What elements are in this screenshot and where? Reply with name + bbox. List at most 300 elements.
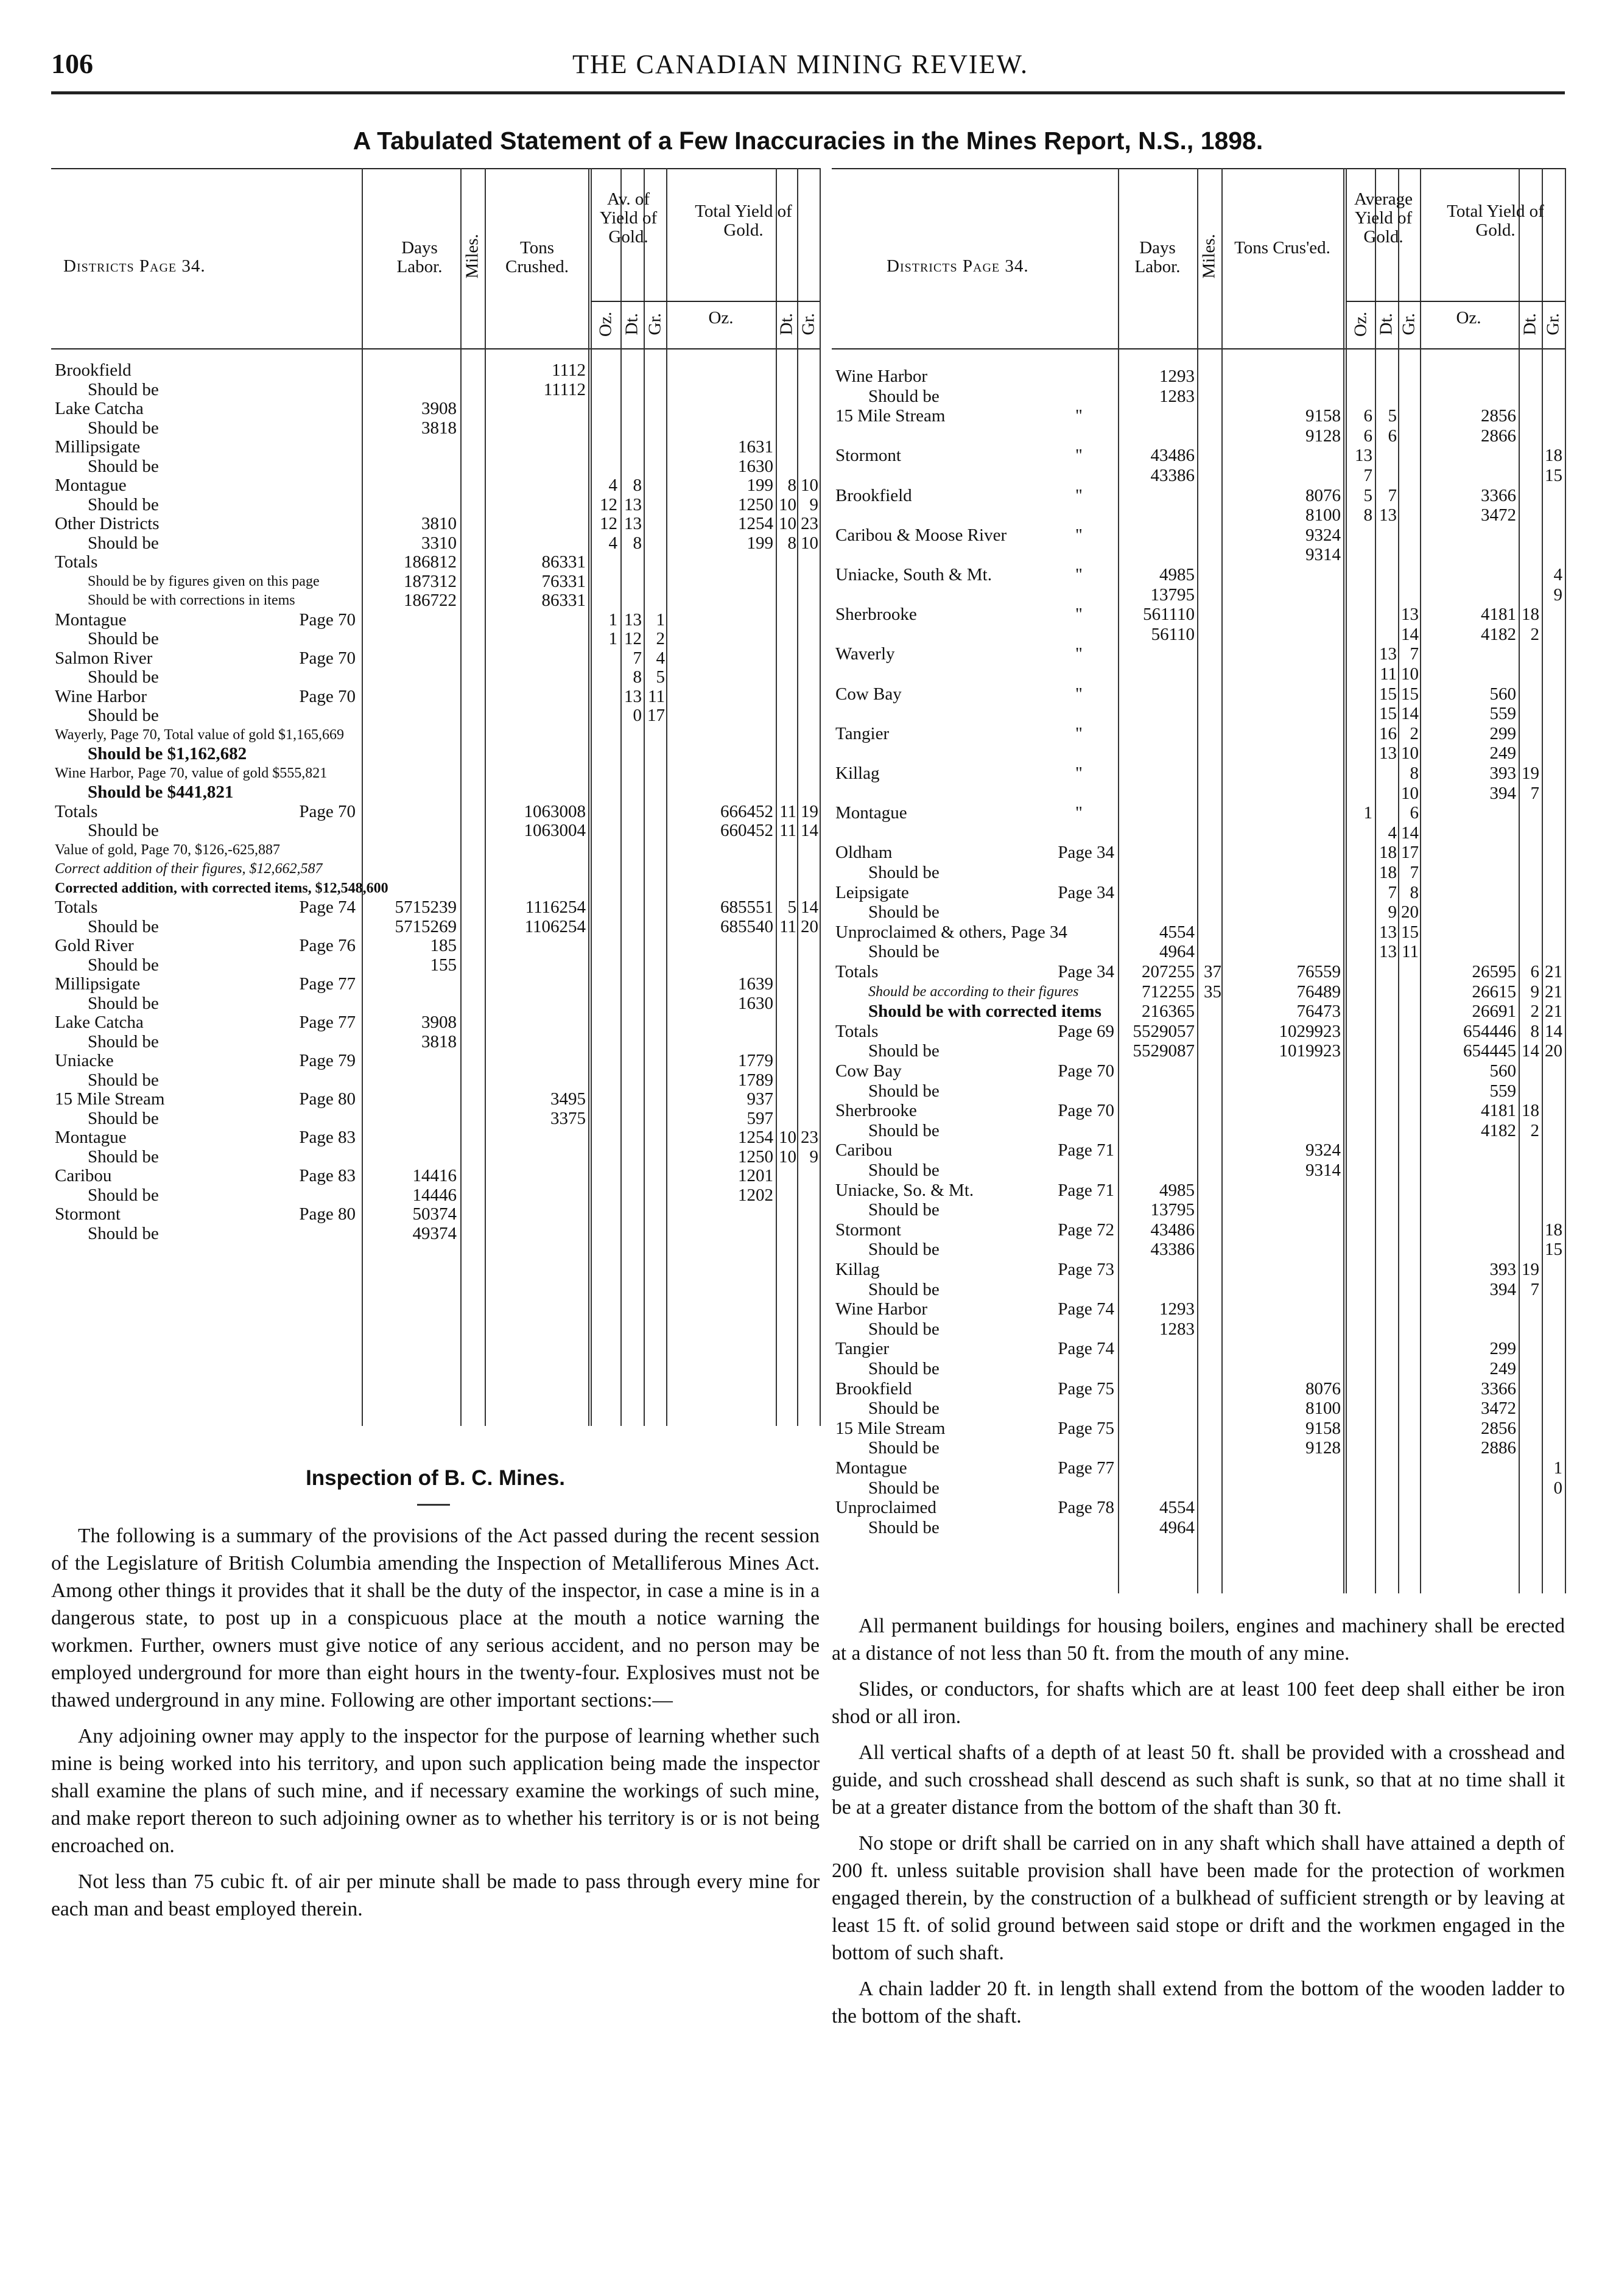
row-label: Should be [868, 1120, 940, 1140]
row-days-labor: 1293 [1159, 1299, 1195, 1319]
row-total-oz: 3472 [1481, 1399, 1516, 1419]
row-avg-oz: 1 [1363, 803, 1372, 823]
col-districts: Districts Page 34. [63, 256, 206, 276]
row-tons: 86331 [541, 591, 586, 610]
col-avg-dt: Dt. [622, 313, 642, 335]
row-label: Should be [88, 1223, 159, 1243]
row-total-gr: 15 [1545, 466, 1562, 485]
row-label: Wine Harbor, Page 70, value of gold $555,821 [55, 765, 328, 781]
ditto-mark: " [1075, 446, 1083, 466]
row-total-oz: 3366 [1481, 1378, 1516, 1399]
row-label: Should be [88, 1108, 159, 1128]
row-label: Brookfield [835, 485, 912, 505]
row-total-gr: 0 [1553, 1478, 1562, 1498]
row-avg-oz: 4 [608, 533, 617, 553]
table-top-rule [51, 168, 820, 169]
row-page-ref: Page 74 [1058, 1299, 1114, 1319]
table-row [51, 687, 820, 706]
row-avg-dt: 8 [633, 476, 642, 495]
row-label: Tangier [835, 723, 890, 743]
table-row [51, 648, 820, 668]
row-total-dt: 2 [1530, 624, 1539, 644]
row-avg-oz: 1 [608, 609, 617, 630]
table-row [51, 572, 820, 591]
row-page-ref: Page 34 [1058, 962, 1114, 981]
page-number: 106 [51, 48, 93, 79]
row-avg-gr: 2 [1410, 723, 1419, 743]
row-total-oz: 249 [1489, 743, 1516, 764]
row-days-labor: 1293 [1159, 367, 1195, 386]
table-row [832, 505, 1565, 525]
row-label: 15 Mile Stream [835, 406, 946, 426]
row-label: Should be [868, 1200, 940, 1220]
row-avg-dt: 5 [1388, 406, 1397, 426]
row-avg-gr: 20 [1401, 902, 1419, 922]
table-row [51, 821, 820, 840]
row-days-labor: 43386 [1150, 466, 1195, 485]
table-row [832, 1260, 1565, 1279]
table-row [51, 840, 820, 860]
row-label: Cow Bay [835, 1061, 902, 1081]
row-days-labor: 5715269 [395, 916, 457, 936]
row-avg-dt: 12 [624, 629, 642, 648]
table-row [832, 1339, 1565, 1358]
row-page-ref: Page 75 [1058, 1418, 1114, 1438]
row-days-labor: 712255 [1142, 981, 1195, 1002]
row-total-gr: 9 [809, 494, 818, 514]
row-label: Oldham [835, 843, 893, 863]
row-avg-dt: 6 [1388, 426, 1397, 446]
table-row [832, 1319, 1565, 1339]
row-label: Should be [88, 629, 159, 648]
row-avg-oz: 5 [1363, 485, 1372, 505]
row-label: Should be [868, 386, 940, 406]
row-label: Stormont [835, 1220, 901, 1240]
row-total-oz: 1630 [738, 456, 773, 476]
row-avg-gr: 15 [1401, 684, 1419, 704]
row-total-gr: 21 [1545, 962, 1562, 981]
article-paragraph: All permanent buildings for housing boilers, engines and machinery shall be erected at a distance of not less than 50 ft. from the mouth of any mine. [832, 1615, 1565, 1665]
table-row [832, 1181, 1565, 1200]
table-row [832, 982, 1565, 1002]
ditto-mark: " [1075, 684, 1083, 704]
table-row [51, 802, 820, 821]
row-avg-dt: 0 [633, 706, 642, 725]
row-page-ref: Page 83 [299, 1166, 356, 1185]
row-total-gr: 23 [801, 1128, 818, 1147]
article-paragraph: Slides, or conductors, for shafts which are at least 100 feet deep shall either be iron shod or all iron. [832, 1678, 1565, 1728]
row-days-labor: 3908 [421, 399, 457, 418]
row-page-ref: Page 72 [1058, 1220, 1114, 1240]
row-tons: 8100 [1305, 1399, 1341, 1419]
row-total-oz: 1639 [738, 974, 773, 994]
article-paragraph: Any adjoining owner may apply to the inspector for the purpose of learning whether such mine is being worked into his territory, and upon such application being made the inspector shall examine the plans of such mine, and if necessary examine the workings of such mine, and make report thereon to such adjoining owner as to whether his territory is or is not being encroached on. [51, 1725, 820, 1857]
table-row [51, 955, 820, 975]
row-label: Totals [55, 801, 98, 821]
row-total-oz: 199 [747, 533, 773, 553]
ditto-mark: " [1075, 525, 1083, 545]
row-label: Wine Harbor [55, 686, 147, 706]
row-label: Uniacke, South & Mt. [835, 565, 992, 585]
row-total-dt: 19 [1522, 764, 1539, 783]
row-days-labor: 50374 [412, 1204, 457, 1224]
row-days-labor: 4554 [1159, 922, 1195, 942]
row-tons: 1106254 [524, 916, 586, 936]
table-row [51, 744, 820, 764]
row-page-ref: Page 75 [1058, 1378, 1114, 1399]
table-row [51, 974, 820, 994]
col-total-dt: Dt. [776, 313, 796, 335]
row-total-oz: 559 [1489, 1081, 1516, 1101]
row-tons: 9158 [1305, 1418, 1341, 1438]
row-tons: 76489 [1296, 981, 1341, 1002]
table-row [51, 879, 820, 898]
row-label: Should be [88, 916, 159, 936]
row-avg-dt: 13 [1379, 505, 1397, 525]
ditto-mark: " [1075, 565, 1083, 585]
row-total-oz: 597 [747, 1108, 773, 1128]
row-label: Montague [55, 609, 127, 630]
row-label: Lake Catcha [55, 1013, 144, 1032]
row-label: Other Districts [55, 514, 160, 533]
row-label: Should be $1,162,682 [88, 744, 247, 764]
row-page-ref: Page 77 [299, 1013, 356, 1032]
row-total-oz: 394 [1489, 783, 1516, 803]
row-total-dt: 10 [779, 1146, 796, 1167]
row-label: Totals [55, 552, 98, 572]
row-total-dt: 2 [1530, 1002, 1539, 1022]
row-avg-gr: 17 [647, 706, 665, 725]
row-avg-gr: 8 [1410, 764, 1419, 783]
row-days-labor: 43486 [1150, 1220, 1195, 1240]
ditto-mark: " [1075, 644, 1083, 664]
row-total-oz: 1254 [738, 514, 773, 533]
table-row [832, 426, 1565, 446]
table-row [51, 1185, 820, 1205]
row-label: Uniacke, So. & Mt. [835, 1180, 974, 1200]
row-total-dt: 11 [779, 821, 796, 840]
row-total-oz: 299 [1489, 723, 1516, 743]
table-row [832, 764, 1565, 783]
row-total-gr: 10 [801, 476, 818, 495]
col-miles: Miles. [462, 234, 482, 279]
row-tons: 8076 [1305, 485, 1341, 505]
col-total-yield: Total Yield of Gold. [1447, 202, 1544, 240]
row-page-ref: Page 70 [299, 686, 356, 706]
row-label: 15 Mile Stream [55, 1089, 165, 1109]
row-page-ref: Page 70 [299, 609, 356, 630]
row-total-oz: 1250 [738, 494, 773, 514]
table-row [832, 625, 1565, 644]
row-page-ref: Page 79 [299, 1051, 356, 1070]
row-page-ref: Page 73 [1058, 1260, 1114, 1279]
row-avg-dt: 15 [1379, 704, 1397, 724]
row-avg-gr: 11 [648, 686, 665, 706]
row-page-ref: Page 80 [299, 1089, 356, 1109]
row-page-ref: Page 77 [299, 974, 356, 994]
row-days-labor: 3310 [421, 533, 457, 553]
row-tons: 1063004 [524, 821, 586, 840]
row-tons: 1112 [552, 360, 586, 380]
row-label: Should be with corrections in items [88, 592, 295, 608]
row-label: Should be [88, 494, 159, 514]
row-total-gr: 14 [801, 897, 818, 917]
row-label: Should be [88, 1070, 159, 1090]
row-label: 15 Mile Stream [835, 1418, 946, 1438]
row-page-ref: Page 74 [1058, 1339, 1114, 1359]
ditto-mark: " [1075, 406, 1083, 426]
row-label: Should be $441,821 [88, 782, 234, 802]
row-label: Should be [868, 1319, 940, 1339]
row-label: Should be [868, 1081, 940, 1101]
table-row [832, 446, 1565, 465]
row-total-oz: 4182 [1481, 624, 1516, 644]
col-avg-oz: Oz. [1351, 311, 1371, 337]
row-label: Montague [55, 476, 127, 495]
row-label: Totals [835, 1021, 879, 1041]
row-tons: 8076 [1305, 1378, 1341, 1399]
row-tons: 9324 [1305, 525, 1341, 545]
row-days-labor: 56110 [1151, 624, 1195, 644]
article-paragraph: All vertical shafts of a depth of at least 50 ft. shall be provided with a crosshead and guide, and such crosshead shall descend as such shaft is sunk, so that at no time shall it be at a greater distance from the bottom of the shaft than 30 ft. [832, 1741, 1565, 1819]
row-label: Caribou [835, 1140, 893, 1160]
table-row [832, 1518, 1565, 1537]
table-row [832, 743, 1565, 763]
row-avg-gr: 10 [1401, 743, 1419, 764]
table-row [832, 565, 1565, 585]
table-row [832, 406, 1565, 426]
table-row [832, 1478, 1565, 1498]
row-total-gr: 4 [1553, 565, 1562, 585]
row-label: Sherbrooke [835, 605, 917, 625]
row-total-oz: 1250 [738, 1146, 773, 1167]
row-days-labor: 561110 [1143, 605, 1195, 625]
table-row [51, 706, 820, 725]
row-total-gr: 14 [801, 821, 818, 840]
row-tons: 1063008 [524, 801, 586, 821]
row-total-gr: 20 [801, 916, 818, 936]
header-bottom-rule [51, 348, 820, 349]
row-avg-gr: 14 [1401, 624, 1419, 644]
row-label: Should be [88, 379, 159, 399]
row-tons: 76473 [1296, 1002, 1341, 1022]
row-page-ref: Page 83 [299, 1128, 356, 1147]
row-label: Wayerly, Page 70, Total value of gold $1,165,669 [55, 726, 344, 743]
row-label: Montague [55, 1128, 127, 1147]
table-row [832, 1359, 1565, 1378]
table-row [51, 1032, 820, 1051]
row-avg-oz: 8 [1363, 505, 1372, 525]
right-article-column [832, 1612, 1565, 2038]
row-total-gr: 15 [1545, 1240, 1562, 1260]
row-label: Totals [55, 897, 98, 917]
row-total-gr: 18 [1545, 1220, 1562, 1240]
row-total-gr: 1 [1553, 1458, 1562, 1478]
row-label: Correct addition of their figures, $12,662,587 [55, 861, 323, 877]
row-page-ref: Page 34 [1058, 882, 1114, 902]
row-days-labor: 13795 [1150, 585, 1195, 605]
section-title: Inspection of B. C. Mines. [306, 1466, 565, 1490]
row-total-oz: 249 [1489, 1359, 1516, 1378]
row-total-oz: 560 [1489, 1061, 1516, 1081]
table-row [832, 1160, 1565, 1180]
row-label: Should be with corrected items [868, 1002, 1101, 1022]
row-total-oz: 393 [1489, 764, 1516, 783]
row-days-labor: 5529087 [1133, 1041, 1195, 1061]
table-row [51, 1051, 820, 1070]
table-row [832, 387, 1565, 406]
table-row [832, 883, 1565, 902]
row-label: Should be [868, 1399, 940, 1419]
row-tons: 9128 [1305, 1438, 1341, 1458]
row-tons: 11112 [543, 379, 586, 399]
row-avg-dt: 18 [1379, 863, 1397, 882]
row-total-oz: 1254 [738, 1128, 773, 1147]
row-avg-gr: 4 [656, 648, 665, 668]
col-miles: Miles. [1199, 234, 1219, 279]
col-tons-crushed: Tons Crus'ed. [1234, 238, 1330, 258]
row-total-gr: 18 [1545, 446, 1562, 466]
row-page-ref: Page 69 [1058, 1021, 1114, 1041]
row-total-oz: 685540 [720, 916, 773, 936]
table-row [51, 629, 820, 648]
row-total-dt: 7 [1530, 1279, 1539, 1299]
table-row [832, 1280, 1565, 1299]
article-paragraph: Not less than 75 cubic ft. of air per minute shall be made to pass through every mine for each man and beast employed therein. [51, 1870, 820, 1920]
row-tons: 1029923 [1279, 1021, 1341, 1041]
row-total-oz: 559 [1489, 704, 1516, 724]
table-row [832, 922, 1565, 942]
row-tons: 86331 [541, 552, 586, 572]
row-total-oz: 1789 [738, 1070, 773, 1090]
row-avg-dt: 18 [1379, 843, 1397, 863]
col-avg-gr: Gr. [1399, 313, 1419, 335]
table-row [51, 994, 820, 1013]
row-label: Should be [868, 1517, 940, 1537]
row-total-oz: 2886 [1481, 1438, 1516, 1458]
row-page-ref: Page 70 [299, 648, 356, 668]
row-total-oz: 2866 [1481, 426, 1516, 446]
row-label: Cow Bay [835, 684, 902, 704]
row-total-oz: 1201 [738, 1166, 773, 1185]
row-label: Tangier [835, 1339, 890, 1359]
row-total-oz: 3366 [1481, 485, 1516, 505]
col-days-labor: Days Labor. [396, 238, 443, 276]
row-tons: 9158 [1305, 406, 1341, 426]
row-avg-oz: 1 [608, 629, 617, 648]
table-row [832, 803, 1565, 823]
row-label: Unproclaimed [835, 1498, 936, 1518]
row-label: Millipsigate [55, 437, 141, 457]
row-days-labor: 5715239 [395, 897, 457, 917]
table-row [832, 664, 1565, 684]
row-avg-dt: 7 [1388, 485, 1397, 505]
table-row [51, 610, 820, 630]
table-row [832, 1379, 1565, 1399]
row-label: Should be [88, 1185, 159, 1205]
row-avg-gr: 8 [1410, 882, 1419, 902]
row-tons: 9314 [1305, 1160, 1341, 1180]
row-label: Sherbrooke [835, 1101, 917, 1121]
row-days-labor: 4985 [1159, 565, 1195, 585]
row-total-oz: 654445 [1463, 1041, 1516, 1061]
row-avg-dt: 7 [633, 648, 642, 668]
row-label: Lake Catcha [55, 399, 144, 418]
row-avg-dt: 16 [1379, 723, 1397, 743]
table-row [51, 936, 820, 955]
row-days-labor: 1283 [1159, 386, 1195, 406]
row-days-labor: 216365 [1142, 1002, 1195, 1022]
row-avg-gr: 10 [1401, 664, 1419, 684]
table-row [832, 525, 1565, 545]
row-page-ref: Page 70 [299, 801, 356, 821]
row-label: Should be [868, 1041, 940, 1061]
ditto-mark: " [1075, 605, 1083, 625]
table-row [832, 1498, 1565, 1517]
row-days-labor: 3818 [421, 418, 457, 438]
row-total-oz: 654446 [1463, 1021, 1516, 1041]
row-page-ref: Page 74 [299, 897, 356, 917]
row-avg-oz: 6 [1363, 426, 1372, 446]
table-row [51, 418, 820, 438]
row-total-oz: 4181 [1481, 605, 1516, 625]
row-total-oz: 299 [1489, 1339, 1516, 1359]
row-total-dt: 10 [779, 494, 796, 514]
table-row [832, 942, 1565, 961]
row-days-labor: 187312 [404, 571, 457, 591]
row-days-labor: 186722 [404, 591, 457, 610]
row-label: Stormont [835, 446, 901, 466]
row-label: Should be [868, 1478, 940, 1498]
row-days-labor: 4554 [1159, 1498, 1195, 1518]
row-avg-gr: 13 [1401, 605, 1419, 625]
row-total-oz: 26615 [1472, 981, 1516, 1002]
table-row [832, 843, 1565, 862]
col-avg-dt: Dt. [1376, 313, 1396, 335]
row-avg-gr: 10 [1401, 783, 1419, 803]
row-label: Millipsigate [55, 974, 141, 994]
table-row [832, 1022, 1565, 1041]
col-avg-gr: Gr. [645, 313, 665, 335]
row-total-oz: 1630 [738, 993, 773, 1013]
table-row [832, 1419, 1565, 1438]
row-avg-dt: 8 [633, 667, 642, 687]
table-row [51, 917, 820, 936]
table-row [51, 1070, 820, 1090]
table-title: A Tabulated Statement of a Few Inaccuracies in the Mines Report, N.S., 1898. [353, 127, 1263, 155]
table-row [51, 782, 820, 802]
row-tons: 1019923 [1279, 1041, 1341, 1061]
table-row [51, 514, 820, 533]
row-avg-gr: 14 [1401, 823, 1419, 843]
row-tons: 76331 [541, 571, 586, 591]
table-row [832, 1299, 1565, 1319]
row-avg-oz: 13 [1355, 446, 1372, 466]
running-head: THE CANADIAN MINING REVIEW. [572, 49, 1028, 79]
table-row [832, 902, 1565, 922]
table-row [51, 897, 820, 917]
row-label: Value of gold, Page 70, $126,-625,887 [55, 841, 280, 858]
ditto-mark: " [1075, 803, 1083, 823]
row-avg-dt: 4 [1388, 823, 1397, 843]
row-days-labor: 4964 [1159, 1517, 1195, 1537]
row-avg-oz: 12 [600, 514, 617, 533]
row-page-ref: Page 71 [1058, 1180, 1114, 1200]
row-avg-dt: 8 [633, 533, 642, 553]
table-row [832, 863, 1565, 882]
row-label: Gold River [55, 936, 134, 955]
row-page-ref: Page 34 [1058, 843, 1114, 863]
